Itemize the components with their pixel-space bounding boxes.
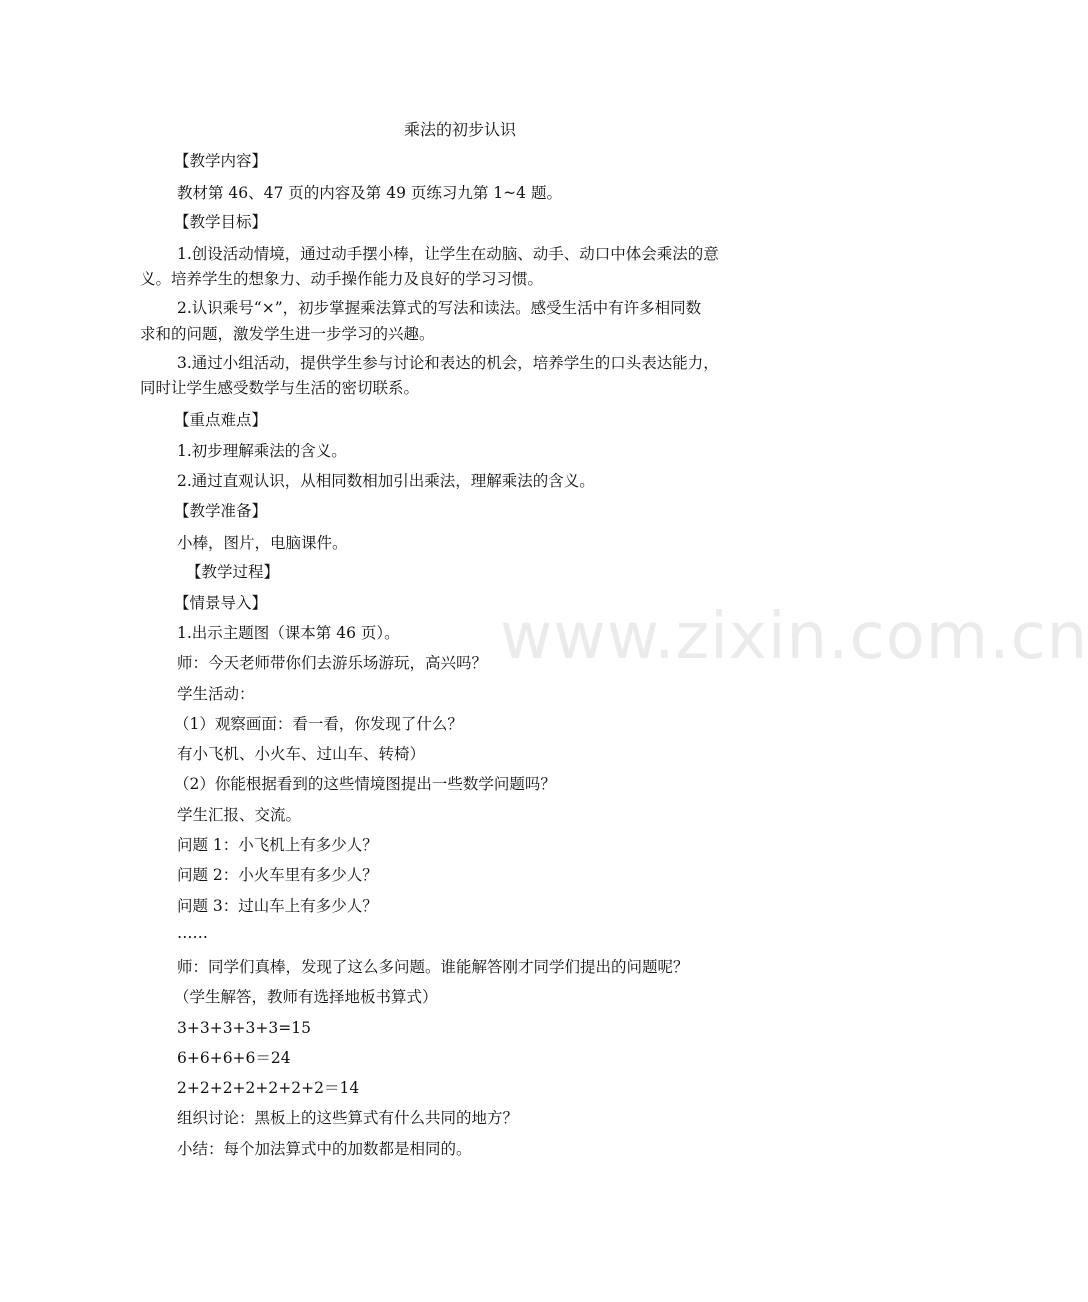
- equation-1: 3+3+3+3+3=15: [177, 1019, 311, 1037]
- preparation-heading: 【教学准备】: [174, 502, 268, 520]
- student-activity: 学生活动：: [177, 685, 255, 703]
- observe-answer: 有小飞机、小火车、过山车、转椅）: [177, 745, 426, 763]
- goals-heading: 【教学目标】: [174, 213, 268, 231]
- content-text: 教材第 46、47 页的内容及第 49 页练习九第 1~4 题。: [177, 184, 562, 202]
- key-point-1: 1.初步理解乘法的含义。: [177, 442, 347, 460]
- preparation-text: 小棒，图片，电脑课件。: [177, 534, 348, 552]
- equation-2: 6+6+6+6＝24: [177, 1049, 291, 1067]
- goal-1-line-1: 1.创设活动情境，通过动手摆小棒，让学生在动脑、动手、动口中体会乘法的意: [177, 245, 719, 263]
- intro-heading: 【情景导入】: [174, 594, 268, 612]
- process-heading: 【教学过程】: [186, 563, 280, 581]
- teacher-line-1: 师：今天老师带你们去游乐场游玩，高兴吗？: [177, 654, 488, 672]
- observe-prompt: （1）观察画面：看一看，你发现了什么？: [174, 715, 463, 733]
- student-answer: （学生解答，教师有选择地板书算式）: [174, 988, 438, 1006]
- summary: 小结：每个加法算式中的加数都是相同的。: [177, 1140, 472, 1158]
- watermark: www.zixin.com.cn: [500, 600, 1088, 674]
- goal-2-line-1: 2.认识乘号“×”，初步掌握乘法算式的写法和读法。感受生活中有许多相同数: [177, 299, 702, 317]
- page-title: 乘法的初步认识: [403, 120, 516, 139]
- question-3: 问题 3：过山车上有多少人？: [177, 897, 378, 915]
- key-points-heading: 【重点难点】: [174, 411, 268, 429]
- report-line: 学生汇报、交流。: [177, 806, 302, 824]
- goal-2-line-2: 求和的问题，激发学生进一步学习的兴趣。: [140, 325, 435, 343]
- goal-1-line-2: 义。培养学生的想象力、动手操作能力及良好的学习习惯。: [140, 270, 544, 288]
- step-1: 1.出示主题图（课本第 46 页）。: [177, 624, 400, 642]
- question-prompt: （2）你能根据看到的这些情境图提出一些数学问题吗？: [174, 775, 556, 793]
- goal-3-line-1: 3.通过小组活动，提供学生参与讨论和表达的机会，培养学生的口头表达能力，: [177, 354, 719, 372]
- content-heading: 【教学内容】: [174, 152, 268, 170]
- question-2: 问题 2：小火车里有多少人？: [177, 866, 378, 884]
- ellipsis: ……: [177, 924, 208, 942]
- question-1: 问题 1：小飞机上有多少人？: [177, 836, 378, 854]
- key-point-2: 2.通过直观认识，从相同数相加引出乘法，理解乘法的含义。: [177, 472, 595, 490]
- discussion: 组织讨论：黑板上的这些算式有什么共同的地方？: [177, 1109, 519, 1127]
- teacher-line-2: 师：同学们真棒，发现了这么多问题。谁能解答刚才同学们提出的问题呢？: [177, 958, 689, 976]
- equation-3: 2+2+2+2+2+2+2＝14: [177, 1079, 360, 1097]
- goal-3-line-2: 同时让学生感受数学与生活的密切联系。: [140, 379, 420, 397]
